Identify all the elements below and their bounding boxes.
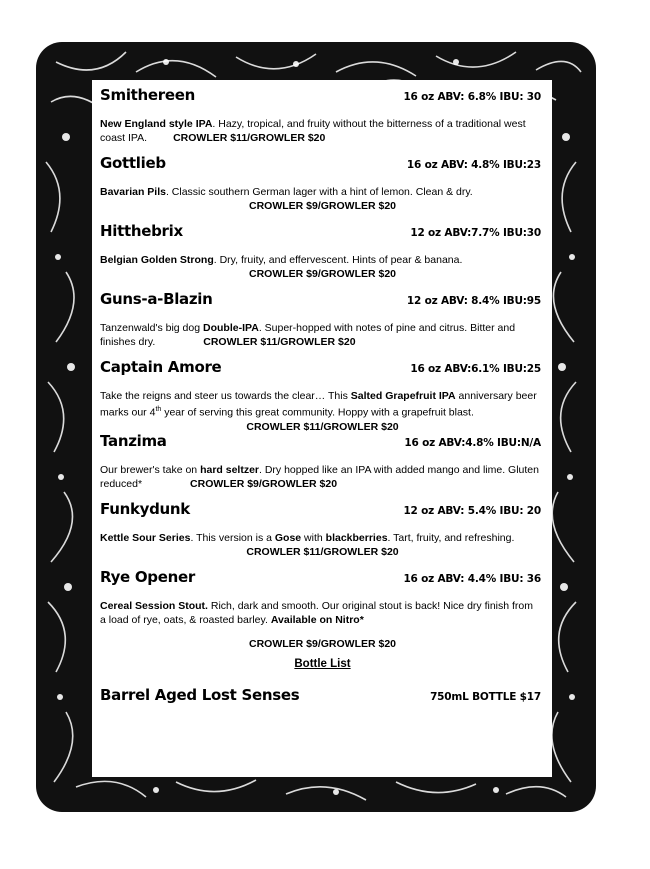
beer-style: hard seltzer [200, 464, 260, 476]
beer-style: Salted Grapefruit IPA [350, 390, 456, 402]
beer-menu [100, 82, 545, 772]
beer-description: Take the reigns and steer us towards the clear… This Salted Grapefruit IPA anniversary beer marks our 4th year of serving this great community. Hoppy with a grapefruit blast. [100, 390, 537, 419]
beer-description: Tanzenwald's big dog Double-IPA. Super-hopped with notes of pine and citrus. Bitter and finishes dry. CROWLER $11/GROWLER $20 [100, 322, 516, 348]
beer-name: Hitthebrix [100, 222, 183, 240]
beer-item-rye-opener [100, 568, 545, 651]
beer-price: CROWLER $11/GROWLER $20 [203, 336, 356, 348]
beer-description: New England style IPA. Hazy, tropical, and fruity without the bitterness of a traditional west coast IPA. CROWLER $11/GROWLER $20 [100, 118, 526, 144]
beer-stats: 12 oz ABV: 8.4% IBU:95 [406, 295, 541, 307]
beer-name: Tanzima [100, 432, 167, 450]
beer-item-guns-a-blazin [100, 290, 545, 349]
beer-item-tanzima [100, 432, 545, 491]
beer-stats: 16 oz ABV:4.8% IBU:N/A [404, 437, 541, 449]
beer-name: Funkydunk [100, 500, 190, 518]
beer-price: CROWLER $9/GROWLER $20 [248, 638, 397, 650]
beer-style: New England style IPA [100, 118, 213, 130]
beer-stats: 16 oz ABV: 4.4% IBU: 36 [403, 573, 541, 585]
beer-price: CROWLER $9/GROWLER $20 [190, 478, 338, 490]
beer-item-funkydunk [100, 500, 545, 559]
beer-stats: 16 oz ABV: 4.8% IBU:23 [406, 159, 541, 171]
beer-style: Cereal Session Stout. [100, 600, 208, 612]
nitro-note: Available on Nitro* [270, 614, 364, 626]
beer-item-captain-amore [100, 358, 545, 434]
beer-name: Rye Opener [100, 568, 195, 586]
beer-style: Belgian Golden Strong [100, 254, 214, 266]
beer-stats: 16 oz ABV: 6.8% IBU: 30 [403, 91, 541, 103]
beer-name: Captain Amore [100, 358, 222, 376]
beer-style: Double-IPA [203, 322, 259, 334]
bottle-name: Barrel Aged Lost Senses [100, 686, 300, 704]
bottle-price: 750mL BOTTLE $17 [430, 691, 541, 703]
beer-price: CROWLER $11/GROWLER $20 [246, 546, 399, 558]
beer-price: CROWLER $9/GROWLER $20 [248, 200, 397, 212]
beer-stats: 12 oz ABV: 5.4% IBU: 20 [403, 505, 541, 517]
bottle-item [100, 686, 545, 706]
beer-description: Cereal Session Stout. Rich, dark and smooth. Our original stout is back! Nice dry finish from a load of rye, oats, & roasted barley. Available on Nitro* [100, 600, 533, 626]
beer-name: Gottlieb [100, 154, 166, 172]
beer-price: CROWLER $11/GROWLER $20 [246, 420, 399, 433]
beer-item-hitthebrix [100, 222, 545, 281]
beer-item-smithereen [100, 86, 545, 145]
beer-name: Smithereen [100, 86, 196, 104]
beer-style: Bavarian Pils [100, 186, 166, 198]
beer-price: CROWLER $9/GROWLER $20 [248, 268, 397, 280]
beer-price: CROWLER $11/GROWLER $20 [173, 132, 326, 144]
beer-item-gottlieb [100, 154, 545, 213]
beer-style: Kettle Sour Series [100, 532, 191, 544]
beer-description: Bavarian Pils. Classic southern German lager with a hint of lemon. Clean & dry. [100, 186, 473, 198]
beer-name: Guns-a-Blazin [100, 290, 213, 308]
beer-stats: 12 oz ABV:7.7% IBU:30 [410, 227, 541, 239]
beer-description: Belgian Golden Strong. Dry, fruity, and effervescent. Hints of pear & banana. [100, 254, 463, 266]
beer-description: Our brewer's take on hard seltzer. Dry hopped like an IPA with added mango and lime. Gluten reduced* CROWLER $9/GROWLER $20 [100, 464, 539, 490]
bottle-list-title: Bottle List [294, 658, 351, 670]
beer-description: Kettle Sour Series. This version is a Gose with blackberries. Tart, fruity, and refreshing. [100, 532, 515, 544]
beer-stats: 16 oz ABV:6.1% IBU:25 [410, 363, 541, 375]
